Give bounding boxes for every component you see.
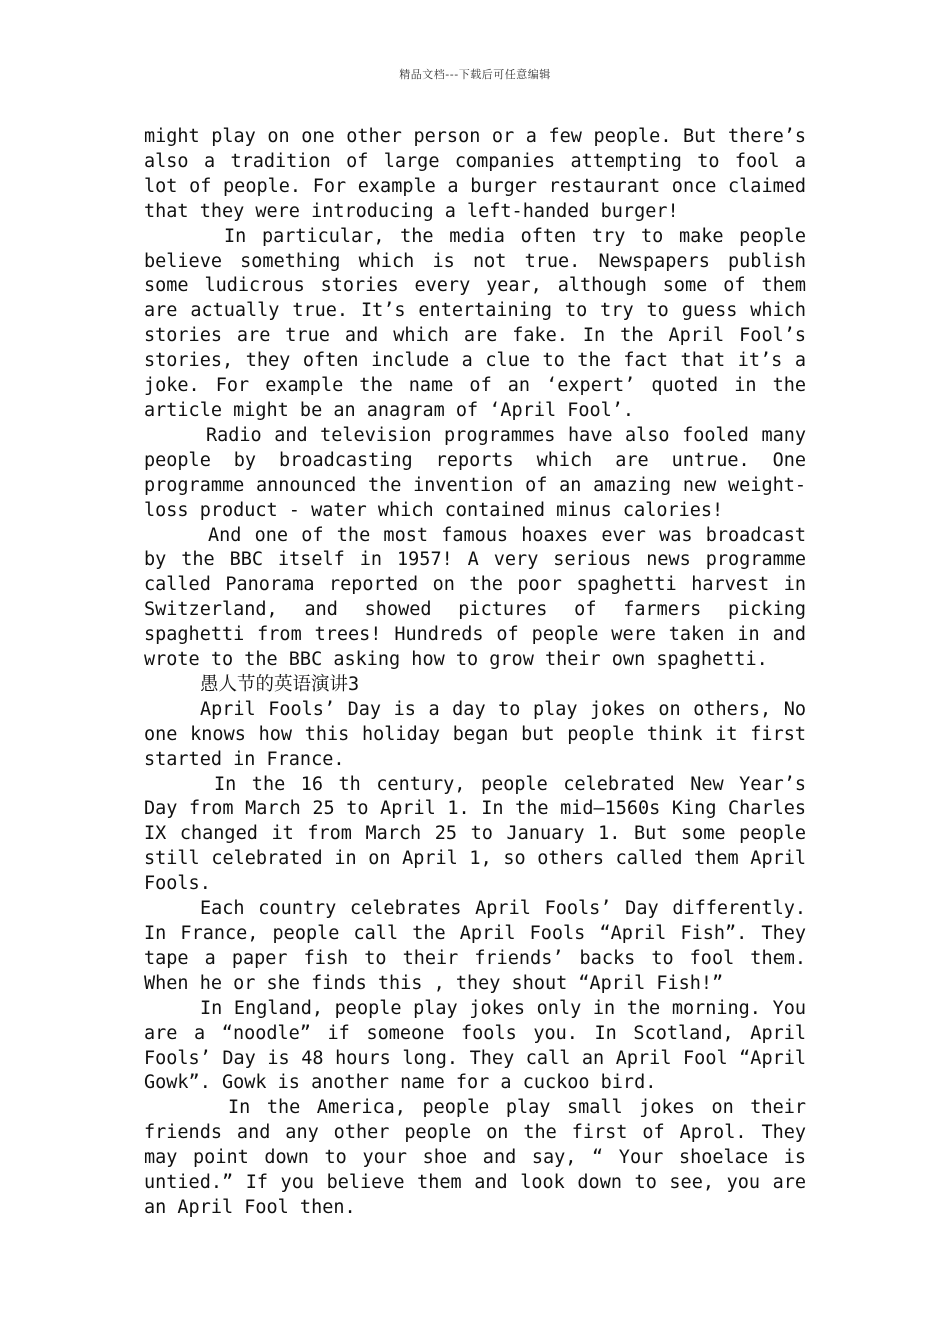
paragraph: Each country celebrates April Fools’ Day differently. In France, people call the April Fools “April Fish”. They tape a paper fish to their friends’ backs to fool them. When he or she finds this , they shout “April Fish!” bbox=[144, 898, 806, 994]
document-body bbox=[144, 125, 806, 1221]
paragraph: April Fools’ Day is a day to play jokes on others, No one knows how this holiday began but people think it first started in France. bbox=[144, 698, 806, 770]
paragraph: In the America, people play small jokes on their friends and any other people on the first of Aprol. They may point down to your shoe and say, “ Your shoelace is untied.” If you believe them and look down to see, you are an April Fool then. bbox=[144, 1097, 806, 1218]
paragraph: In England, people play jokes only in the morning. You are a “noodle” if someone fools you. In Scotland, April Fools’ Day is 48 hours long. They call an April Fool “April Gowk”. Gowk is another name for a cuckoo bird. bbox=[144, 997, 806, 1094]
paragraph: Radio and television programmes have also fooled many people by broadcasting reports which are untrue. One programme announced the invention of an amazing new weight-loss product - water which contained minus calories! bbox=[144, 424, 806, 521]
page-header: 精品文档---下载后可任意编辑 bbox=[399, 68, 551, 81]
paragraph: might play on one other person or a few people. But there’s also a tradition of large companies attempting to fool a lot of people. For example a burger restaurant once claimed that they were introducing a left-handed burger! bbox=[144, 126, 806, 222]
paragraph: In particular, the media often try to make people believe something which is not true. Newspapers publish some ludicrous stories every year, although some of them are actually true. It’s entertaining to try to guess which stories are true and which are fake. In the April Fool’s stories, they often include a clue to the fact that it’s a joke. For example the name of an ‘expert’ quoted in the article might be an anagram of ‘April Fool’. bbox=[144, 225, 806, 421]
section-heading: 愚人节的英语演讲3 bbox=[200, 673, 360, 695]
paragraph: In the 16 th century, people celebrated New Year’s Day from March 25 to April 1. In the mid—1560s King Charles IX changed it from March 25 to January 1. But some people still celebrated in on April 1, so others called them April Fools. bbox=[144, 773, 806, 895]
paragraph: And one of the most famous hoaxes ever was broadcast by the BBC itself in 1957! A very serious news programme called Panorama reported on the poor spaghetti harvest in Switzerland, and showed pictures of farmers picking spaghetti from trees! Hundreds of people were taken in and wrote to the BBC asking how to grow their own spaghetti. bbox=[144, 524, 806, 671]
